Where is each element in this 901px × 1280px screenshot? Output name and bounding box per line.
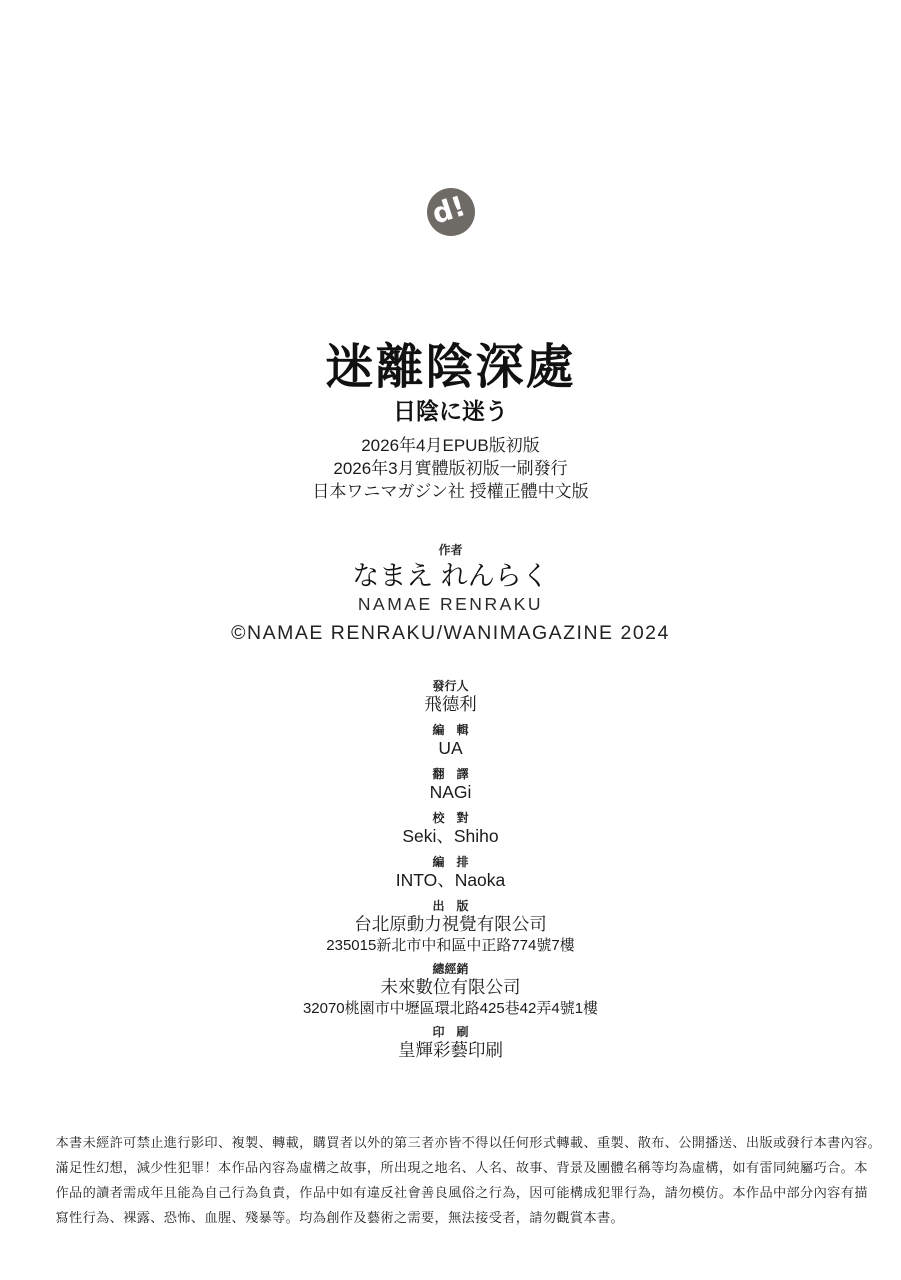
credit-address: 235015新北市中和區中正路774號7樓 [326,937,575,954]
disclaimer-line: 寫性行為、裸露、恐怖、血腥、殘暴等。均為創作及藝術之需要，無法接受者，請勿觀賞本書。 [55,1210,625,1225]
credit-block [0,1025,901,1062]
disclaimer [0,1130,901,1230]
credit-label: 翻 譯 [432,767,469,781]
credits-list [0,679,901,1062]
credit-block [0,962,901,1018]
disclaimer-line: 本書未經許可禁止進行影印、複製、轉載，購買者以外的第三者亦皆不得以任何形式轉載、重製、散布、公開播送、出版或發行本書內容。 [55,1135,882,1150]
credit-value: INTO、Naoka [395,870,506,890]
book-subtitle-japanese: 日陰に迷う [393,398,508,424]
credit-value: Seki、Shiho [402,826,499,846]
credit-block [0,899,901,955]
book-title: 迷離陰深處 [325,341,576,394]
credit-label: 總經銷 [432,962,469,976]
credit-label: 印 刷 [432,1025,469,1039]
disclaimer-line: 滿足性幻想，減少性犯罪！本作品內容為虛構之故事，所出現之地名、人名、故事、背景及團體名稱等均為虛構，如有雷同純屬巧合。本 [55,1160,868,1175]
credit-value: 飛德利 [424,694,477,714]
credit-block [0,855,901,892]
credit-block [0,811,901,848]
credit-block [0,767,901,804]
disclaimer-line: 作品的讀者需成年且能為自己行為負責，作品中如有違反社會善良風俗之行為，因可能構成犯罪行為，請勿模仿。本作品中部分內容有描 [55,1185,868,1200]
edition-info [0,434,901,503]
author-label: 作者 [438,543,463,557]
author-name: なまえ れんらく [352,561,549,591]
d-exclamation-logo-icon: d! [428,189,470,231]
edition-line-print: 2026年3月實體版初版一刷發行 [333,459,568,478]
credit-label: 編 輯 [432,723,469,737]
publisher-logo [0,0,901,236]
credit-address: 32070桃園市中壢區環北路425巷42弄4號1樓 [302,1000,599,1017]
author-name-romanized: NAMAE RENRAKU [357,594,544,614]
publisher-logo-circle [427,188,475,236]
credit-value: NAGi [429,782,472,802]
copyright-notice: ©NAMAE RENRAKU/WANIMAGAZINE 2024 [231,622,670,644]
credit-value: 未來數位有限公司 [380,977,521,997]
credit-label: 發行人 [432,679,469,693]
credit-value: 台北原動力視覺有限公司 [354,914,547,934]
credit-label: 出 版 [432,899,469,913]
credit-block [0,723,901,760]
credit-label: 編 排 [432,855,469,869]
edition-line-epub: 2026年4月EPUB版初版 [361,436,540,455]
credit-value: UA [438,738,463,758]
credit-block [0,679,901,716]
credit-value: 皇輝彩藝印刷 [398,1040,503,1060]
edition-line-license: 日本ワニマガジン社 授權正體中文版 [312,482,589,501]
credit-label: 校 對 [432,811,469,825]
